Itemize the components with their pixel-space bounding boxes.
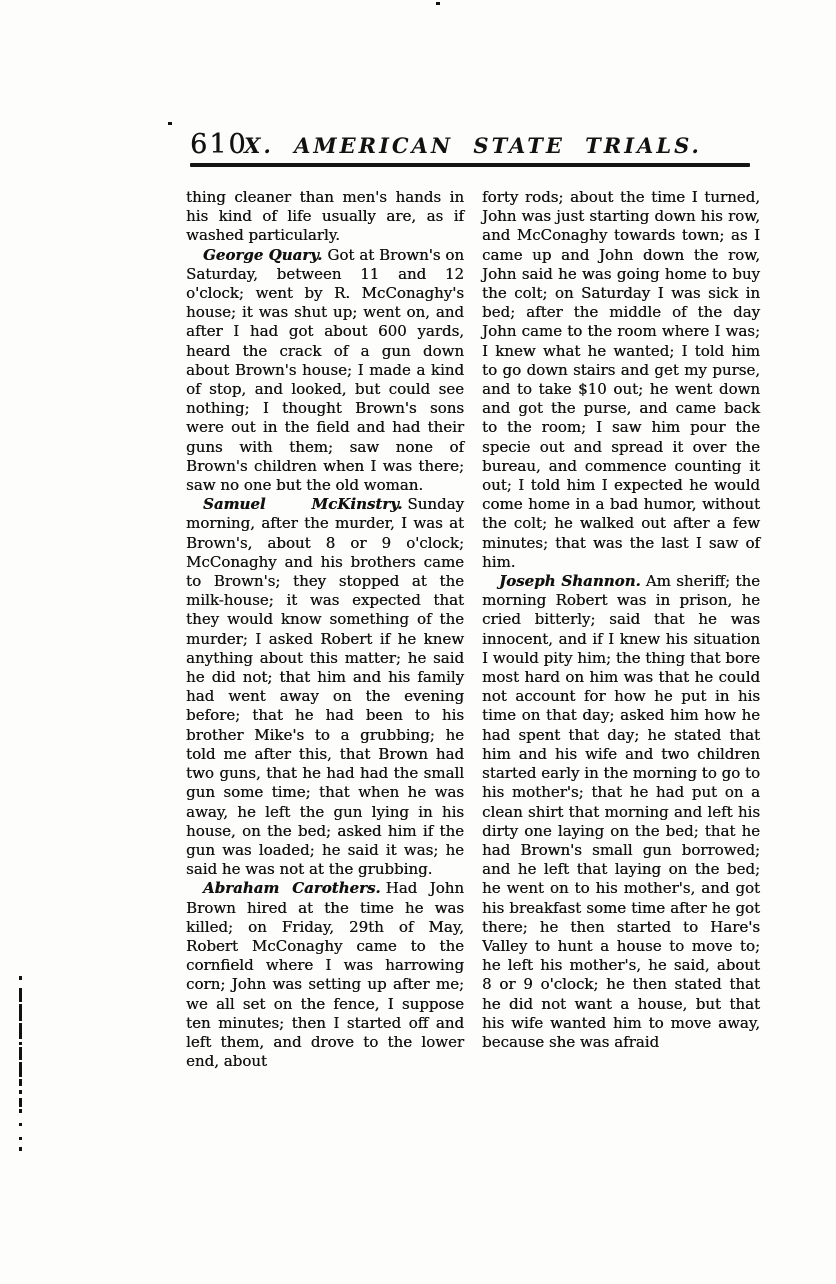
scan-margin-mark xyxy=(19,1123,22,1126)
scan-margin-mark xyxy=(19,1047,22,1060)
witness-name: Abraham Carothers. xyxy=(203,879,381,898)
page-content xyxy=(186,116,760,1071)
testimony-paragraph: Abraham Carothers. Had John Brown hired at the time he was killed; on Friday, 29th of May, Robert McConaghy came to the cornfield where I was harrowing corn; John was setting up after me; we all set on the fence, I suppose ten minutes; then I started off and left them, and drove to the lower end, about xyxy=(186,879,464,1071)
scan-margin-mark xyxy=(19,1147,22,1151)
header-rule xyxy=(190,163,750,167)
witness-name: Samuel McKinstry. xyxy=(203,495,403,514)
scan-margin-mark xyxy=(19,1042,22,1045)
text-column-left xyxy=(186,188,464,1071)
scan-margin-mark xyxy=(19,1023,22,1039)
scan-margin-mark xyxy=(19,1062,22,1077)
scan-margin-mark xyxy=(19,1137,22,1140)
page-number: 610 xyxy=(190,129,248,160)
scan-margin-mark xyxy=(19,1109,22,1113)
scan-dot-artifact xyxy=(168,122,172,125)
scan-margin-mark xyxy=(19,1090,22,1094)
scan-margin-mark xyxy=(19,1079,22,1086)
witness-name: George Quary. xyxy=(203,245,323,264)
testimony-paragraph: forty rods; about the time I turned, John was just starting down his row, and McConaghy towards town; as I came up and John down the row, John said he was going home to buy the colt; on Saturday I was sick in bed; after the middle of the day John came to the room where I was; I knew what he wanted; I told him to go down stairs and get my purse, and to take $10 out; he went down and got the purse, and came back to the room; I saw him pour the specie out and spread it over the bureau, and commence counting it out; I told him I expected he would come home in a bad humor, without the colt; he walked out after a few minutes; that was the last I saw of him. xyxy=(482,188,760,571)
scan-margin-mark xyxy=(19,1098,22,1107)
scan-dot-artifact xyxy=(436,2,440,5)
scan-margin-mark xyxy=(19,988,22,1002)
running-title: X. AMERICAN STATE TRIALS. xyxy=(244,133,702,158)
running-header xyxy=(186,116,760,158)
witness-name: Joseph Shannon. xyxy=(499,572,641,591)
testimony-paragraph: Samuel McKinstry. Sunday morning, after the murder, I was at Brown's, about 8 or 9 o'clock; McConaghy and his brothers came to Brown's; they stopped at the milk-house; it was expected that they would know something of the murder; I asked Robert if he knew anything about this matter; he said he did not; that him and his family had went away on the evening before; that he had been to his brother Mike's to a grubbing; he told me after this, that Brown had two guns, that he had had the small gun some time; that when he was away, he left the gun lying in his house, on the bed; asked him if the gun was loaded; he said it was; he said he was not at the grubbing. xyxy=(186,495,464,879)
testimony-paragraph: Joseph Shannon. Am sheriff; the morning Robert was in prison, he cried bitterly; said that he was innocent, and if I knew his situation I would pity him; the thing that bore most hard on him was that he could not account for how he put in his time on that day; asked him how he had spent that day; he stated that him and his wife and two children started early in the morning to go to his mother's; that he had put on a clean shirt that morning and left his dirty one laying on the bed; that he had Brown's small gun borrowed; and he left that laying on the bed; he went on to his mother's, and got his breakfast some time after he got there; he then started to Hare's Valley to hunt a house to move to; he left his mother's, he said, about 8 or 9 o'clock; he then stated that he did not want a house, but that his wife wanted him to move away, because she was afraid xyxy=(482,572,760,1051)
text-column-right xyxy=(482,188,760,1071)
testimony-paragraph: thing cleaner than men's hands in his kind of life usually are, as if washed particularly. xyxy=(186,188,464,245)
scan-margin-mark xyxy=(19,1004,22,1021)
testimony-paragraph: George Quary. Got at Brown's on Saturday, between 11 and 12 o'clock; went by R. McConaghy's house; it was shut up; went on, and after I had got about 600 yards, heard the crack of a gun down about Brown's house; I made a kind of stop, and looked, but could see nothing; I thought Brown's sons were out in the field and had their guns with them; saw none of Brown's children when I was there; saw no one but the old woman. xyxy=(186,245,464,495)
scan-margin-mark xyxy=(19,976,22,980)
text-columns xyxy=(186,188,760,1071)
